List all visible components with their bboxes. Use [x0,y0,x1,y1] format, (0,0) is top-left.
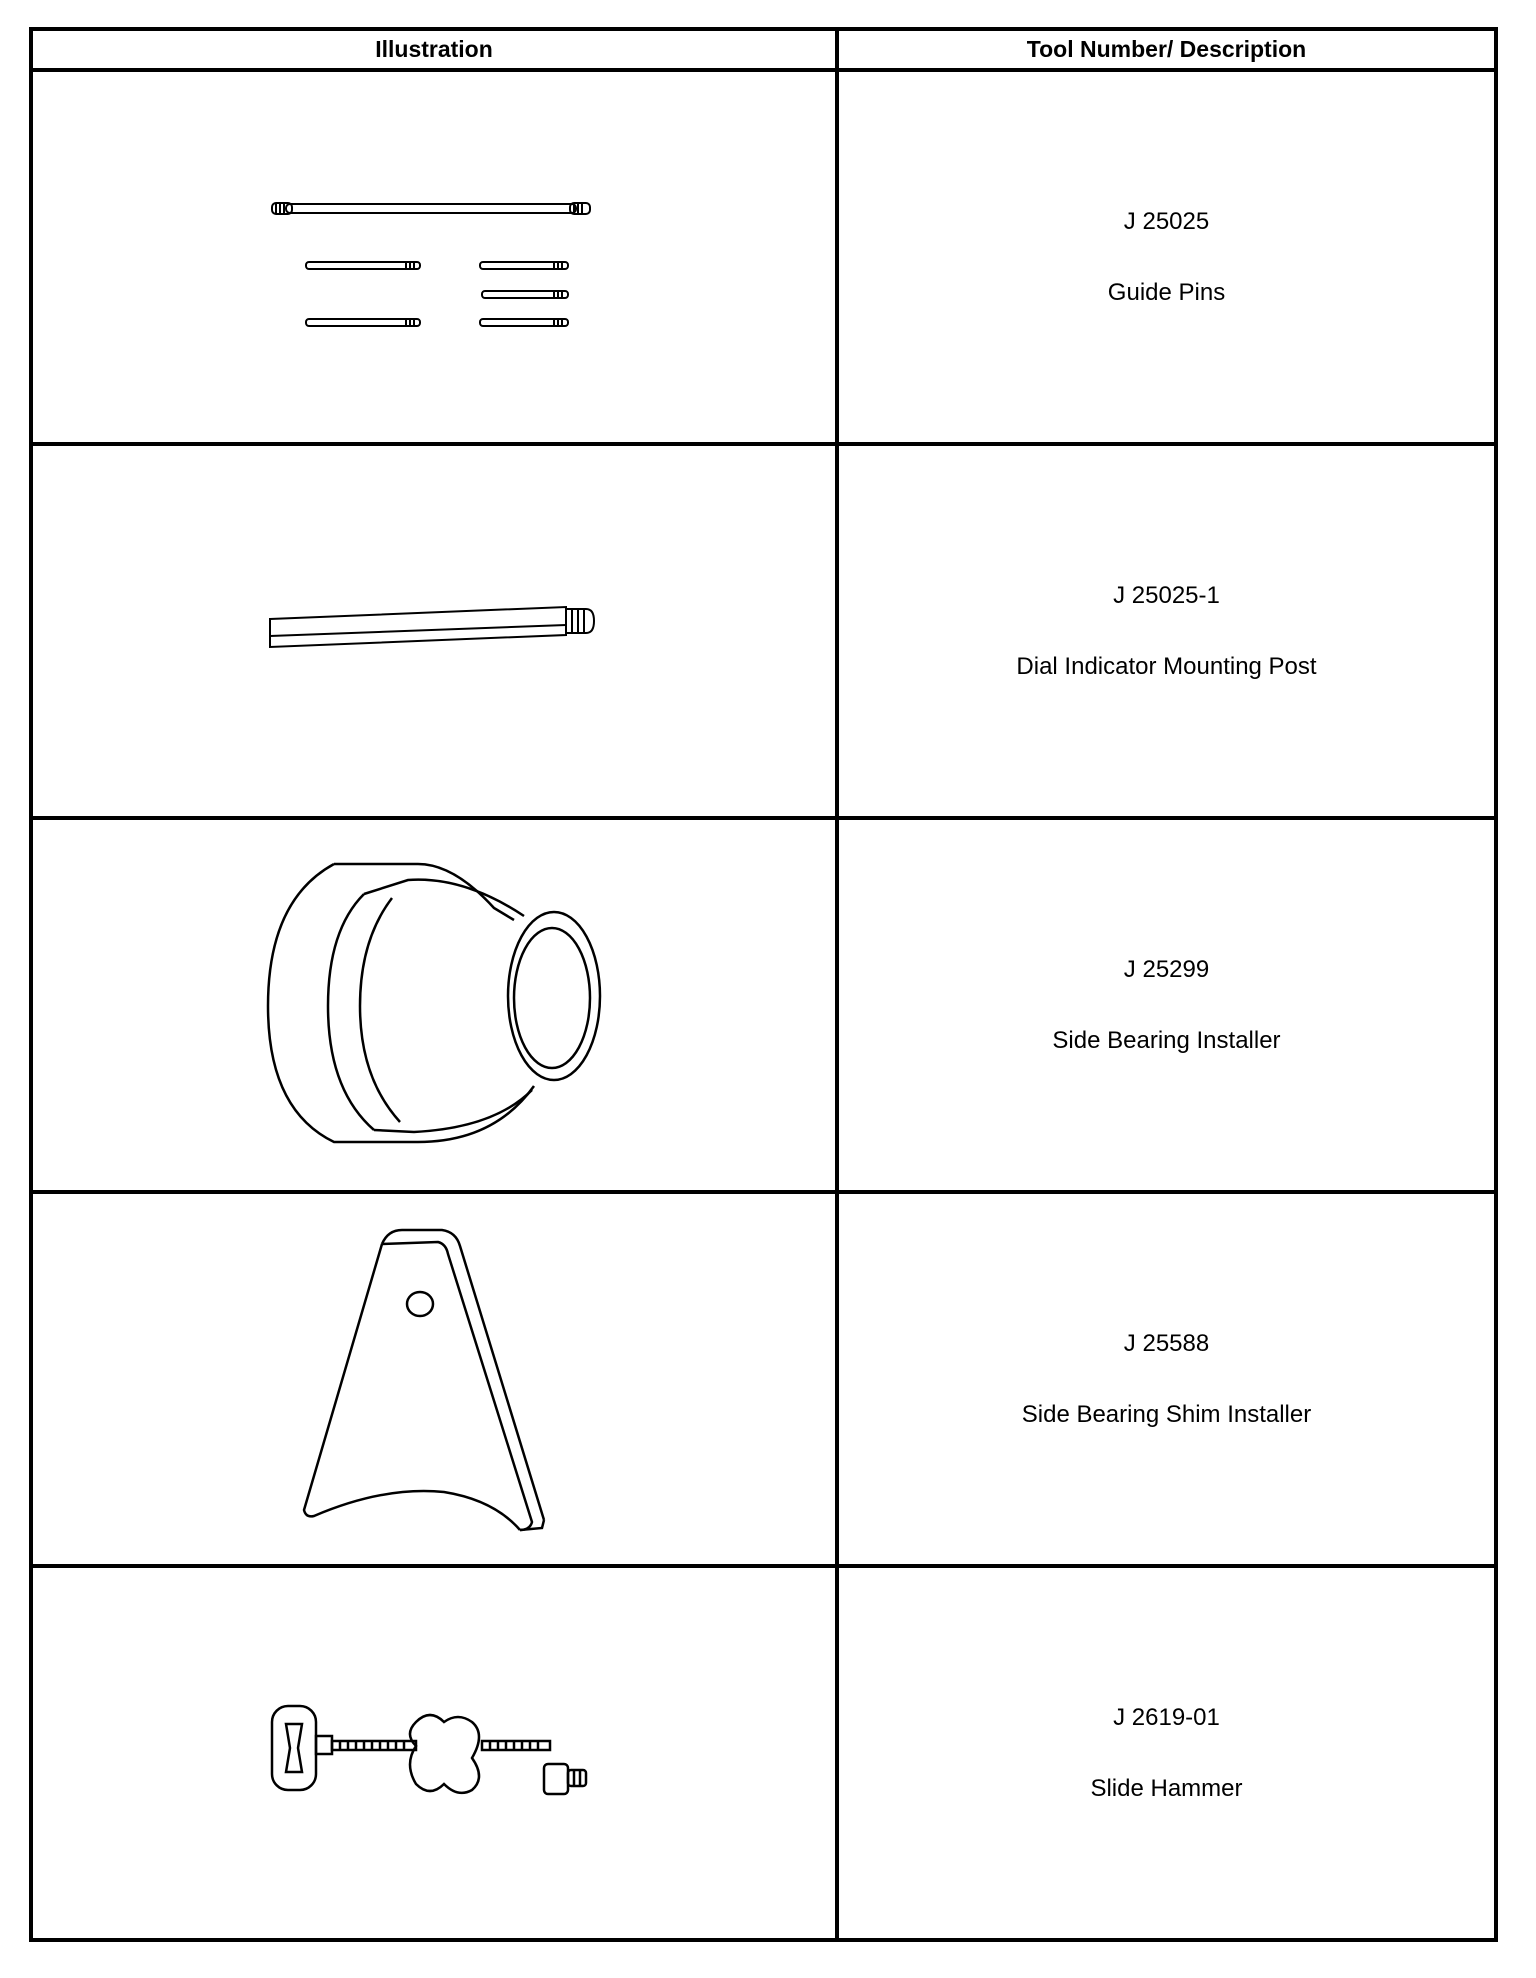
tool-number: J 2619-01 [1113,1703,1220,1731]
table-row [31,1566,1496,1940]
tool-description: Side Bearing Installer [1052,1026,1281,1054]
description-cell [837,444,1496,818]
tool-table [29,27,1498,1942]
description-cell [837,1192,1496,1566]
slide-hammer-icon [264,1698,604,1808]
table-row [31,1192,1496,1566]
description-header: Tool Number/ Description [837,29,1496,70]
illustration-cell [31,1566,837,1940]
description-cell [837,70,1496,444]
guide-pins-icon [264,187,604,327]
illustration-header: Illustration [31,29,837,70]
illustration-cell [31,1192,837,1566]
shim-installer-icon [284,1224,584,1534]
tool-description: Slide Hammer [1090,1774,1243,1802]
illustration-cell [31,70,837,444]
table-row [31,70,1496,444]
description-cell [837,1566,1496,1940]
tool-number: J 25025-1 [1113,581,1220,609]
tool-description: Side Bearing Shim Installer [1021,1400,1312,1428]
tool-description: Guide Pins [1107,278,1226,306]
header-row [31,29,1496,70]
tool-number: J 25025 [1123,207,1210,235]
tool-description: Dial Indicator Mounting Post [1016,652,1317,680]
tool-number: J 25299 [1123,955,1210,983]
illustration-cell [31,818,837,1192]
description-cell [837,818,1496,1192]
mounting-post-icon [264,601,604,661]
illustration-cell [31,444,837,818]
table-row [31,818,1496,1192]
tool-number: J 25588 [1123,1329,1210,1357]
table-row [31,444,1496,818]
bearing-installer-icon [264,860,604,1150]
